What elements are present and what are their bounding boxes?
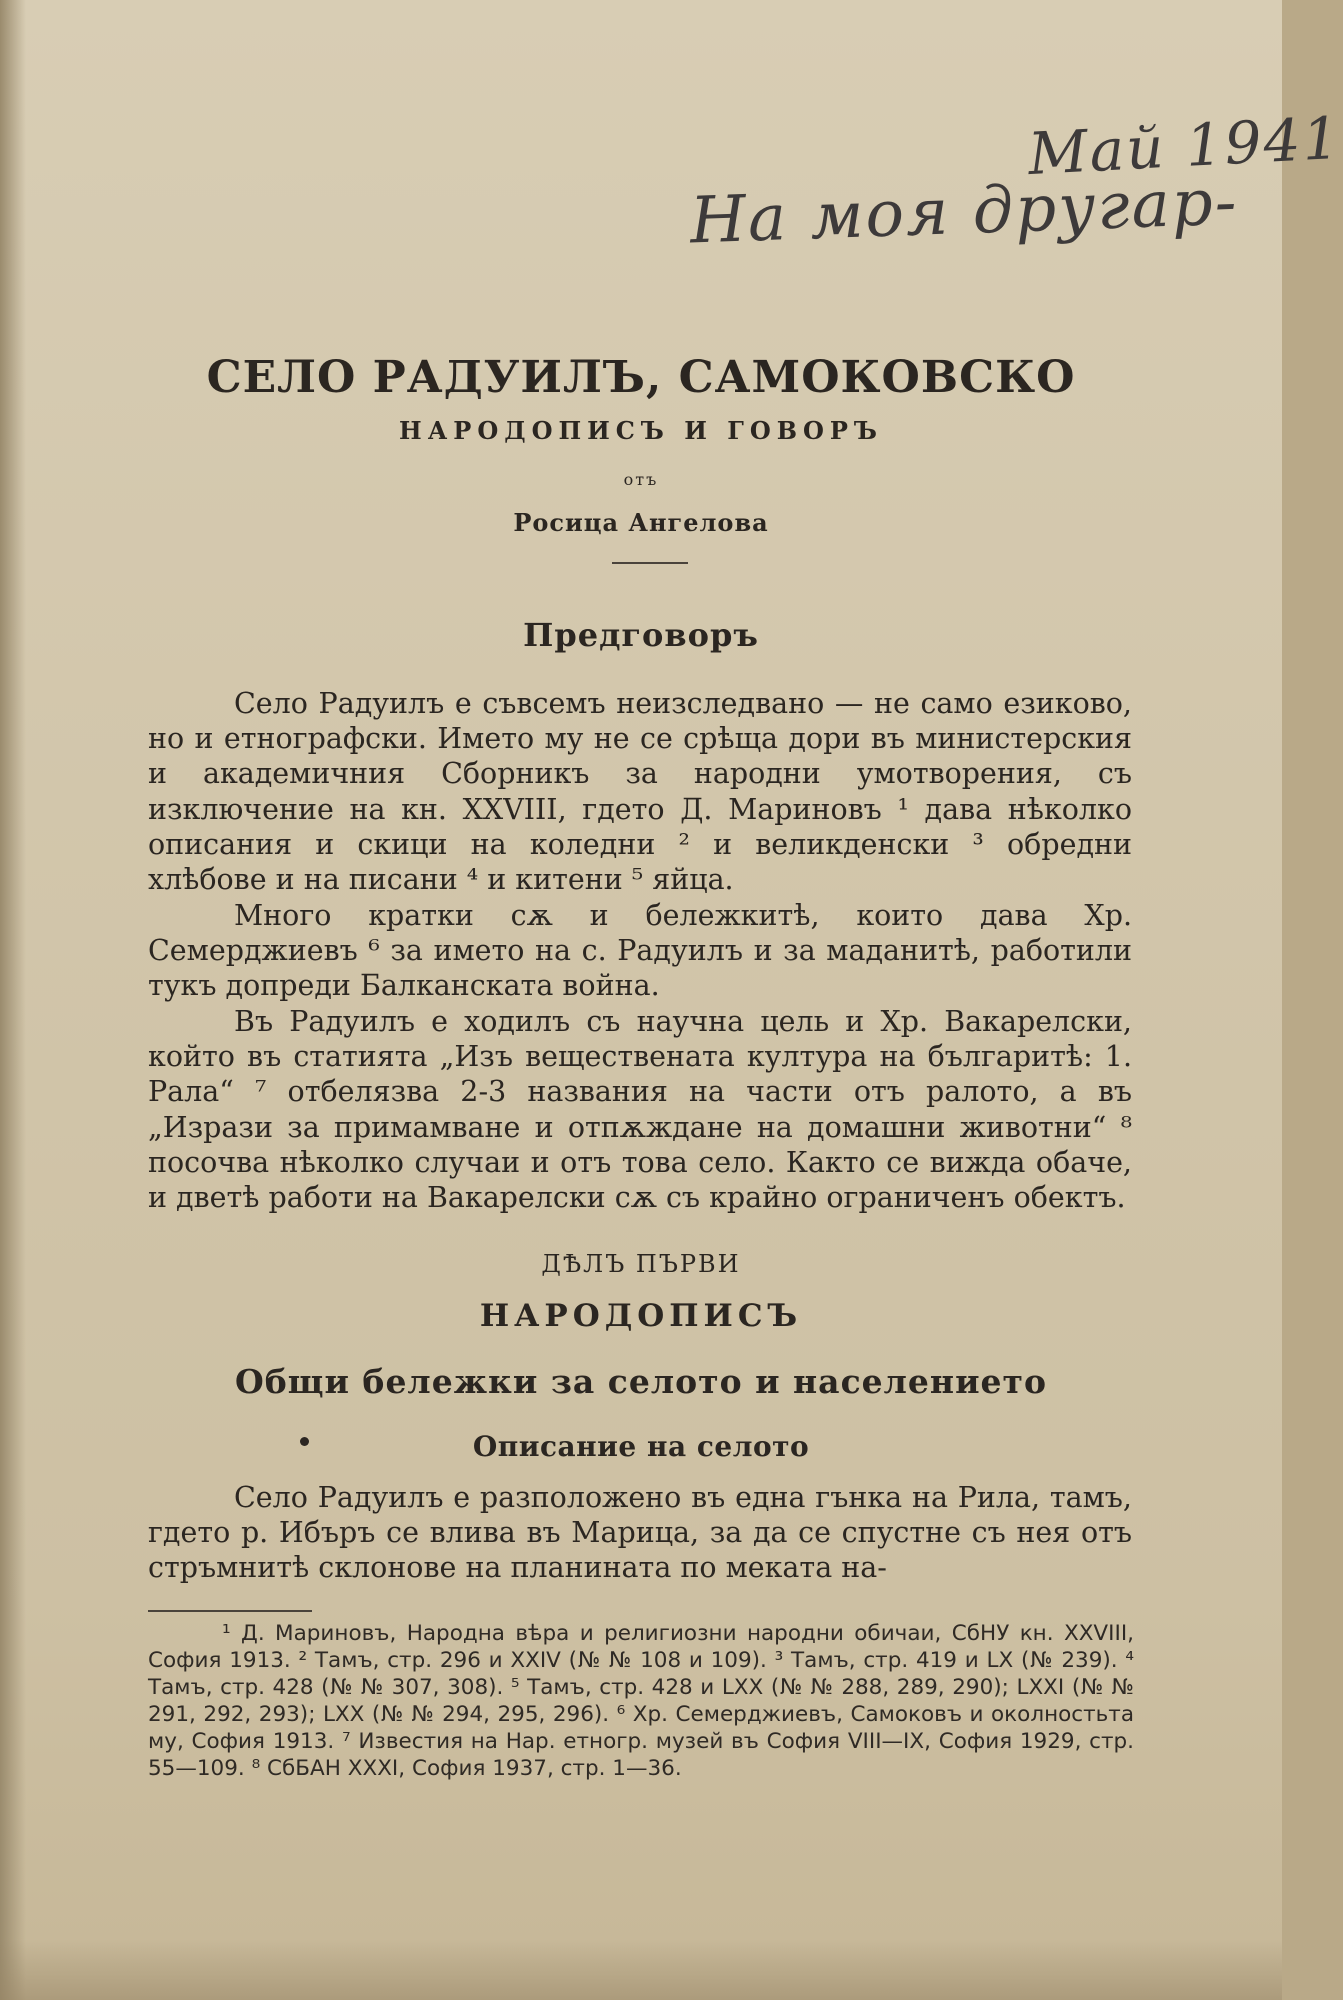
footnotes <box>148 1620 1134 1782</box>
preface-paragraph-3 <box>148 1004 1132 1215</box>
author-name: Росица Ангелова <box>513 508 769 537</box>
handwritten-date: Май 1941 <box>1026 103 1343 189</box>
preface-paragraph-2 <box>148 898 1132 1004</box>
paragraph-text: Село Радуилъ е разположено въ една гънка на Рила, тамъ, гдето р. Ибъръ се влива въ Марица, за да се спустне съ нея отъ стръмнитѣ склонове на планината по меката на- <box>148 1481 1132 1585</box>
paragraph-text: Село Радуилъ е съвсемъ неизследвано — не само езиково, но и етнографски. Името му не се срѣща дори въ министерския и академичния Сборникъ за народни умотворения, съ изключение на кн. XXVIII, гдето Д. Мариновъ ¹ дава нѣколко описания и скици на коледни ² и великденски ³ обредни хлѣбове и на писани ⁴ и китени ⁵ яйца. <box>148 687 1132 897</box>
section-title: Общи бележки за селото и населението <box>235 1362 1047 1401</box>
paragraph-text: Въ Радуилъ е ходилъ съ научна цель и Хр. Вакарелски, който въ статията „Изъ веществената култура на българитѣ: 1. Рала“ ⁷ отбелязва 2-3 названия на части отъ ралото, а въ „Изрази за примамване и отпѫждане на домашни животни“ ⁸ посочва нѣколко случаи и отъ това село. Както се вижда обаче, и дветѣ работи на Вакарелски сѫ съ крайно ограниченъ обектъ. <box>148 1005 1132 1215</box>
village-description-paragraph <box>148 1480 1132 1586</box>
page-bottom-shadow <box>0 1940 1282 2000</box>
byline-preposition: отъ <box>623 470 659 489</box>
subsection-title: Описание на селото <box>472 1430 810 1463</box>
footnote-divider <box>148 1610 312 1612</box>
page-title: СЕЛО РАДУИЛЪ, САМОКОВСКО <box>206 352 1076 403</box>
footnotes-text: ¹ Д. Мариновъ, Народна вѣра и религиозни народни обичаи, СбНУ кн. XXVIII, София 1913. ² Тамъ, стр. 296 и XXIV (№ № 108 и 109). ³ Тамъ, стр. 419 и LX (№ 239). ⁴ Тамъ, стр. 428 (№ № 307, 308). ⁵ Тамъ, стр. 428 и LXX (№ № 288, 289, 290); LXXI (№ № 291, 292, 293); LXX (№ № 294, 295, 296). ⁶ Хр. Семерджиевъ, Самоковъ и околностьта му, София 1913. ⁷ Известия на Нар. етногр. музей въ София VIII—IX, София 1929, стр. 55—109. ⁸ СбБАН XXXI, София 1937, стр. 1—36. <box>148 1621 1134 1781</box>
paragraph-text: Много кратки сѫ и бележкитѣ, които дава Хр. Семерджиевъ ⁶ за името на с. Радуилъ и за маданитѣ, работили тукъ допреди Балканската война. <box>148 899 1132 1003</box>
page-subtitle: НАРОДОПИСЪ И ГОВОРЪ <box>399 416 883 445</box>
preface-heading: Предговоръ <box>523 616 759 654</box>
handwritten-dedication: На моя другар- <box>688 165 1240 259</box>
part-title: НАРОДОПИСЪ <box>479 1298 803 1334</box>
title-divider <box>612 562 688 564</box>
part-label: ДѢЛЪ ПЪРВИ <box>541 1250 741 1278</box>
page-gutter-shadow <box>0 0 26 2000</box>
preface-paragraph-1 <box>148 686 1132 897</box>
